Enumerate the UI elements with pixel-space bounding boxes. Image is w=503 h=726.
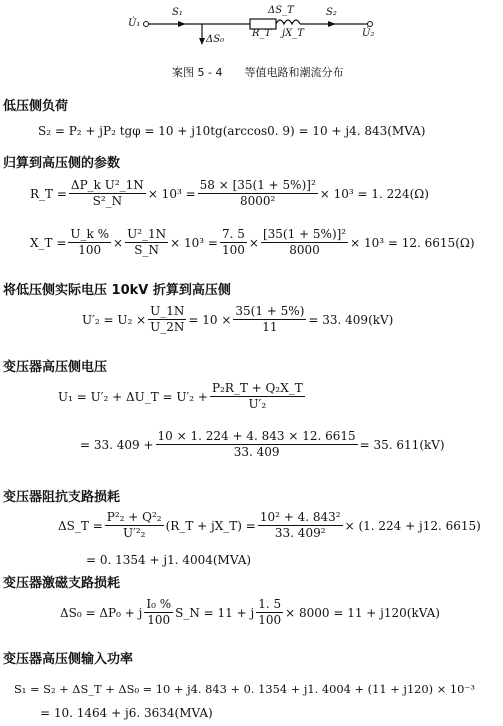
xt-num4: [35(1 + 5%)]² (262, 227, 347, 241)
xt-frac2 (125, 228, 168, 257)
dst-num1: P²₂ + Q²₂ (106, 510, 162, 524)
ds0-den1: 100 (147, 613, 171, 627)
eq-rt (30, 179, 429, 208)
u2p-frac1 (148, 305, 186, 334)
dst-num2: 10² + 4. 843² (259, 510, 341, 524)
u2p-num2: 35(1 + 5%) (235, 304, 305, 318)
u1-den2: 33. 409 (233, 445, 280, 459)
rt-num1: ΔP_k U²_1N (70, 178, 144, 192)
dst-frac1 (105, 511, 164, 540)
dst-res: × (1. 224 + j12. 6615) (344, 518, 481, 533)
eq-s1-line1: S₁ = S₂ + ΔS_T + ΔS₀ = 10 + j4. 843 + 0. 1354 + j1. 4004 + (11 + j120) × 10⁻³ (14, 682, 475, 696)
ds0-mid: S_N = 11 + j (175, 605, 255, 620)
heading-hv-voltage: 变压器高压侧电压 (3, 360, 108, 375)
ds0-den2: 100 (258, 613, 282, 627)
rt-frac2 (198, 179, 318, 208)
eq-dst-line1 (58, 511, 481, 540)
u1-num1: P₂R_T + Q₂X_T (211, 381, 303, 395)
dst-den2: 33. 409² (274, 526, 326, 540)
s2-arrow (328, 21, 336, 27)
label-rt: R_T (252, 28, 272, 39)
ds0-num1: I₀ % (146, 597, 172, 611)
rt-den2: 8000² (240, 194, 276, 208)
ds0-res: × 8000 = 11 + j120(kVA) (285, 605, 440, 620)
u1-den1: U′₂ (248, 397, 267, 411)
eq-u1-line2 (80, 430, 445, 459)
u1-lhs: U₁ = U′₂ + ΔU_T = U′₂ + (58, 389, 208, 404)
xt-inductor (276, 20, 300, 24)
figure-caption: 案图 5 - 4 等值电路和潮流分布 (172, 66, 344, 79)
dst-frac2 (258, 511, 343, 540)
xt-den4: 8000 (289, 243, 320, 257)
heading-referred-params: 归算到高压侧的参数 (3, 156, 121, 171)
xt-num1: U_k % (70, 227, 110, 241)
rt-den1: S²_N (92, 194, 123, 208)
node-left (144, 22, 149, 27)
u2p-mid: = 10 × (188, 312, 232, 327)
xt-frac4 (261, 228, 348, 257)
xt-num3: 7. 5 (221, 227, 245, 241)
u1-l2b: = 35. 611(kV) (359, 437, 445, 452)
dst-mid: (R_T + jX_T) = (165, 518, 256, 533)
u2p-den1: U_2N (150, 320, 185, 334)
u1-frac2 (156, 430, 358, 459)
label-u2: U̇₂ (362, 28, 375, 39)
label-s1: S₁ (172, 7, 183, 18)
rt-lhs: R_T = (30, 186, 67, 201)
u2p-num1: U_1N (150, 304, 185, 318)
heading-low-side-load: 低压侧负荷 (3, 99, 69, 114)
label-u1: U̇₁ (128, 18, 141, 29)
u2p-lhs: U′₂ = U₂ × (82, 312, 147, 327)
ds0-frac1 (144, 598, 173, 627)
xt-den1: 100 (78, 243, 102, 257)
rt-mid: × 10³ = (147, 186, 196, 201)
u2p-den2: 11 (262, 320, 278, 334)
u1-num2: 10 × 1. 224 + 4. 843 × 12. 6615 (157, 429, 356, 443)
heading-impedance-loss: 变压器阻抗支路损耗 (3, 490, 121, 505)
u1-l2a: = 33. 409 + (80, 437, 154, 452)
rt-frac1 (69, 179, 146, 208)
u2p-frac2 (233, 305, 306, 334)
eq-s1-line2: = 10. 1464 + j6. 3634(MVA) (40, 706, 213, 720)
dst-lhs: ΔS_T = (58, 518, 103, 533)
u1-frac1 (210, 382, 305, 411)
heading-actual-voltage: 将低压侧实际电压 10kV 折算到高压侧 (3, 283, 231, 298)
ds0-num2: 1. 5 (258, 597, 282, 611)
xt-mid: × 10³ = (170, 235, 218, 250)
u2p-res: = 33. 409(kV) (308, 312, 394, 327)
xt-res: × 10³ = 12. 6615(Ω) (350, 235, 475, 250)
ds0-frac2 (256, 598, 283, 627)
eq-xt: X_T = $\frac{U\_k \%}{100}$ × $\frac{\text{U²\_1N}}{S\_N}$ × 10³ = $\frac{7. 5}{100}$ × $\frac{\text{[35(1 + 5\%)]²}}{8000}$ × 10³ = 12. 6615(Ω) (30, 227, 475, 257)
xt-den2: S_N (134, 243, 159, 257)
dst-den1: U′²₂ (122, 526, 146, 540)
eq-dst-line2: = 0. 1354 + j1. 4004(MVA) (86, 553, 252, 567)
s1-arrow (178, 21, 186, 27)
label-s2: S₂ (326, 7, 337, 18)
eq-s2: S₂ = P₂ + jP₂ tgφ = 10 + j10tg(arccos0. 9) = 10 + j4. 843(MVA) (38, 124, 426, 138)
heading-input-power: 变压器高压侧输入功率 (3, 652, 134, 667)
eq-ds0 (60, 598, 440, 627)
xt-den3: 100 (221, 243, 245, 257)
label-ds0: ΔS₀ (206, 34, 225, 45)
ds0-arrow (199, 38, 205, 45)
label-jxt: jX_T (282, 28, 304, 39)
eq-u1-line1 (58, 382, 307, 411)
eq-u2-prime (82, 305, 393, 334)
label-dst: ΔS_T (268, 5, 294, 16)
xt-frac1 (68, 228, 111, 257)
xt-frac3 (220, 228, 247, 257)
node-right (368, 22, 373, 27)
rt-num2: 58 × [35(1 + 5%)]² (199, 178, 316, 192)
ds0-lhs: ΔS₀ = ΔP₀ + j (60, 605, 143, 620)
xt-lhs: X_T = (30, 235, 67, 250)
heading-excitation-loss: 变压器激磁支路损耗 (3, 576, 121, 591)
rt-res: × 10³ = 1. 224(Ω) (319, 186, 429, 201)
xt-num2: U²_1N (127, 227, 167, 241)
